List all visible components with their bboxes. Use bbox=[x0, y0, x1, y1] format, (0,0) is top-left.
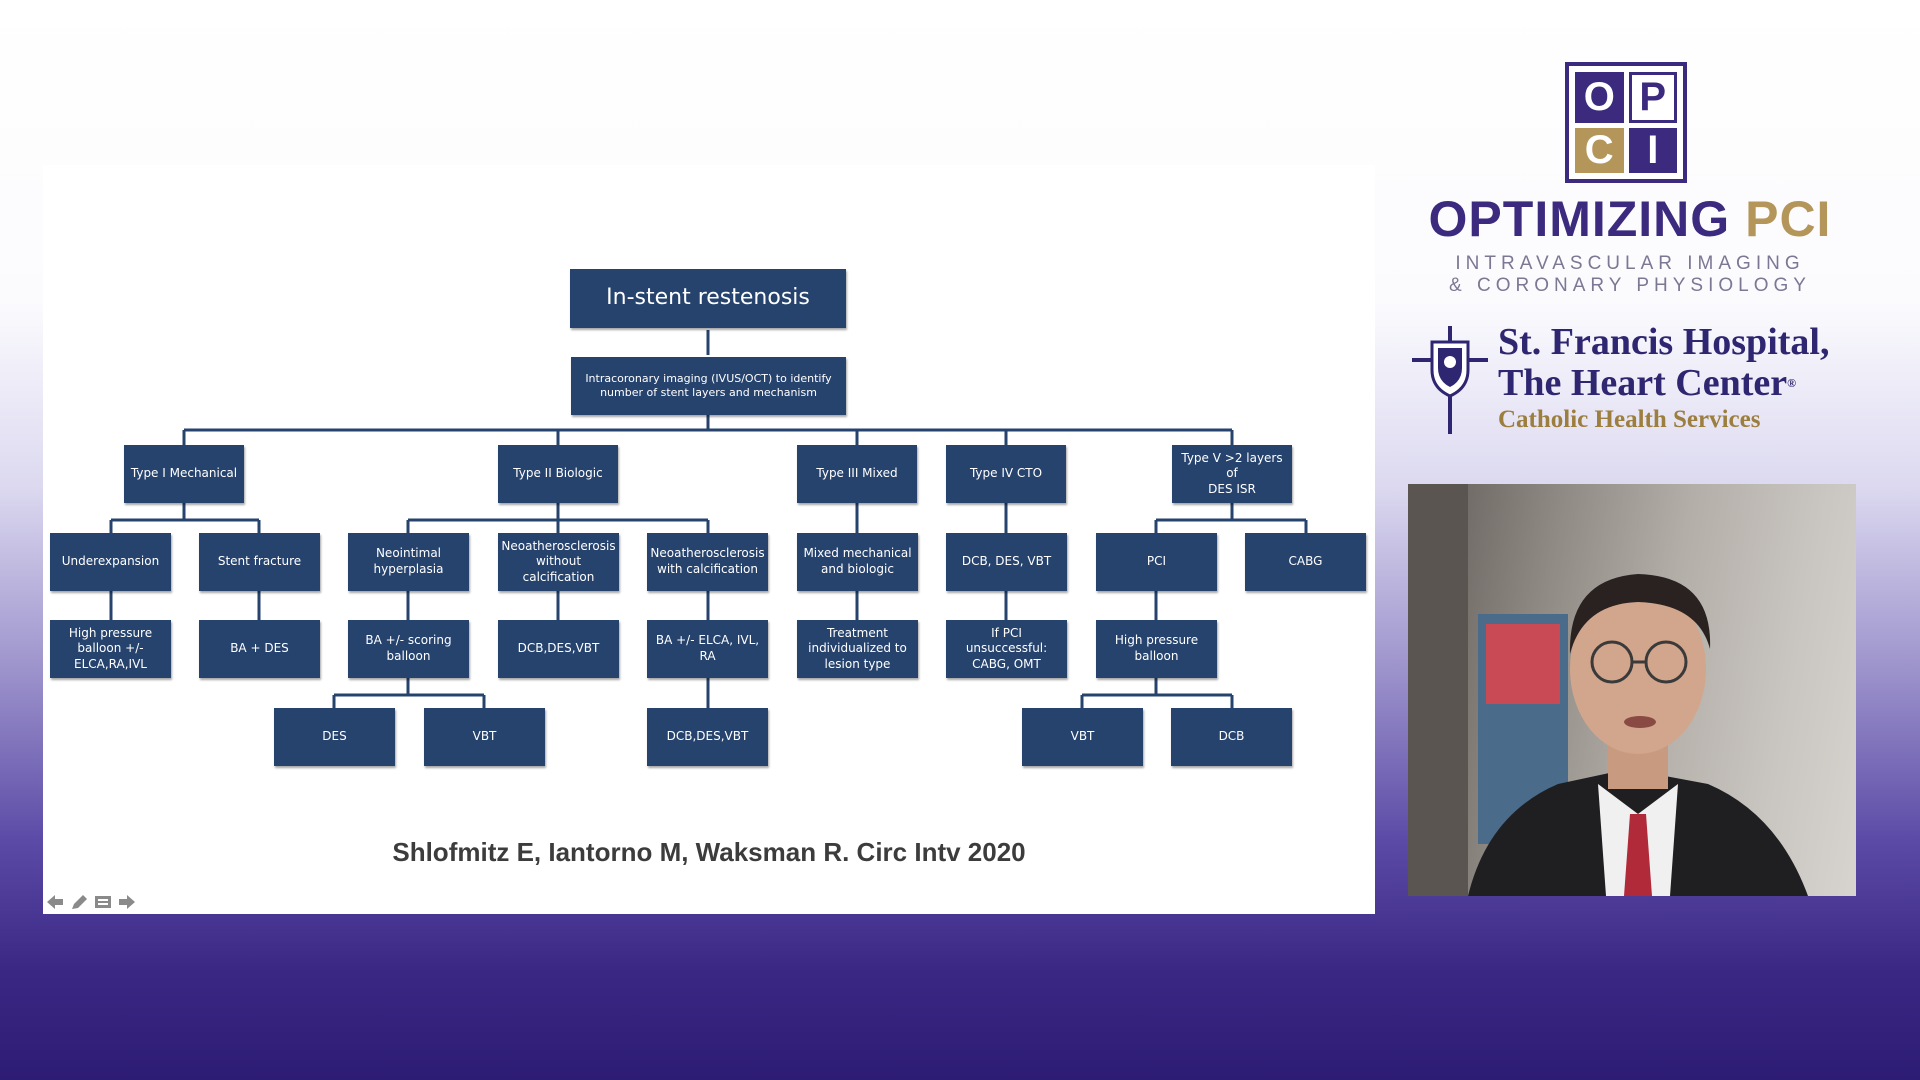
mechanism-node: Neointimal hyperplasia bbox=[348, 533, 469, 591]
treatment-node: BA + DES bbox=[199, 620, 320, 678]
mechanism-node: Neoatherosclerosis with calcification bbox=[647, 533, 768, 591]
treatment-node: High pressure balloon bbox=[1096, 620, 1217, 678]
type-node: Type IV CTO bbox=[946, 445, 1066, 503]
mechanism-node: Underexpansion bbox=[50, 533, 171, 591]
brand-subtitle-line2: & CORONARY PHYSIOLOGY bbox=[1449, 275, 1811, 296]
type-node: Type V >2 layers of DES ISR bbox=[1172, 445, 1292, 503]
hospital-name-line2: The Heart Center bbox=[1498, 362, 1788, 404]
brand-title bbox=[1410, 190, 1850, 248]
hospital-name bbox=[1498, 322, 1908, 404]
presenter-webcam bbox=[1408, 484, 1856, 896]
presentation-slide bbox=[43, 165, 1375, 914]
logo-letter: P bbox=[1629, 72, 1678, 123]
imaging-node: Intracoronary imaging (IVUS/OCT) to identify number of stent layers and mechanism bbox=[571, 357, 846, 415]
opci-logo bbox=[1565, 62, 1687, 183]
hospital-subtitle: Catholic Health Services bbox=[1498, 406, 1761, 433]
treatment-node: If PCI unsuccessful: CABG, OMT bbox=[946, 620, 1067, 678]
final-node: DCB,DES,VBT bbox=[647, 708, 768, 766]
type-node: Type III Mixed bbox=[797, 445, 917, 503]
brand-subtitle-line1: INTRAVASCULAR IMAGING bbox=[1455, 253, 1805, 274]
mechanism-node: Neoatherosclerosis without calcification bbox=[498, 533, 619, 591]
prev-arrow-icon[interactable] bbox=[45, 893, 65, 911]
mechanism-node: Mixed mechanical and biologic bbox=[797, 533, 918, 591]
mechanism-node: PCI bbox=[1096, 533, 1217, 591]
brand-title-accent: PCI bbox=[1745, 191, 1832, 247]
type-node: Type II Biologic bbox=[498, 445, 618, 503]
mechanism-node: Stent fracture bbox=[199, 533, 320, 591]
pen-icon[interactable] bbox=[69, 893, 89, 911]
treatment-node: High pressure balloon +/- ELCA,RA,IVL bbox=[50, 620, 171, 678]
final-node: DES bbox=[274, 708, 395, 766]
final-node: VBT bbox=[1022, 708, 1143, 766]
treatment-node: BA +/- scoring balloon bbox=[348, 620, 469, 678]
root-node: In-stent restenosis bbox=[570, 269, 846, 328]
slide-controls bbox=[45, 893, 137, 911]
registered-mark: ® bbox=[1787, 376, 1797, 390]
hospital-emblem-icon bbox=[1412, 326, 1488, 434]
treatment-node: BA +/- ELCA, IVL, RA bbox=[647, 620, 768, 678]
treatment-node: DCB,DES,VBT bbox=[498, 620, 619, 678]
type-node: Type I Mechanical bbox=[124, 445, 244, 503]
mechanism-node: DCB, DES, VBT bbox=[946, 533, 1067, 591]
final-node: VBT bbox=[424, 708, 545, 766]
treatment-node: Treatment individualized to lesion type bbox=[797, 620, 918, 678]
mechanism-node: CABG bbox=[1245, 533, 1366, 591]
next-arrow-icon[interactable] bbox=[117, 893, 137, 911]
logo-letter: C bbox=[1575, 128, 1624, 173]
final-node: DCB bbox=[1171, 708, 1292, 766]
menu-icon[interactable] bbox=[93, 893, 113, 911]
logo-letter: I bbox=[1629, 128, 1678, 173]
citation-text: Shlofmitz E, Iantorno M, Waksman R. Circ Intv 2020 bbox=[392, 837, 1026, 867]
logo-letter: O bbox=[1575, 72, 1624, 123]
brand-title-main: OPTIMIZING bbox=[1428, 191, 1731, 247]
hospital-name-line1: St. Francis Hospital, bbox=[1498, 321, 1830, 363]
